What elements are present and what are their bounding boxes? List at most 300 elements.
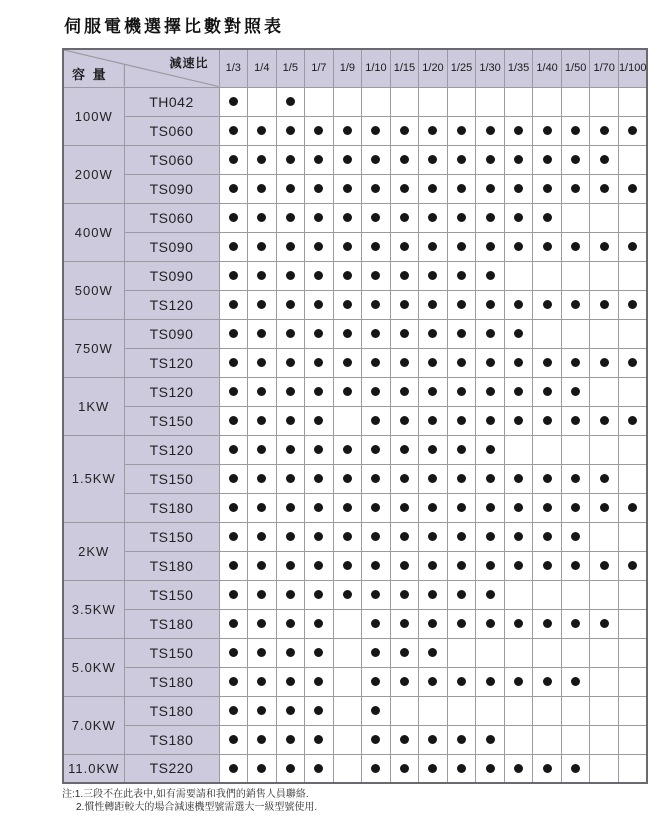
selection-dot	[543, 532, 552, 541]
model-cell: TS060	[124, 145, 219, 174]
empty-cell	[561, 87, 590, 116]
dot-cell	[362, 493, 391, 522]
dot-cell	[248, 377, 277, 406]
empty-cell	[618, 435, 647, 464]
ratio-table-body	[63, 87, 647, 783]
dot-cell	[561, 754, 590, 783]
dot-cell	[476, 667, 505, 696]
empty-cell	[333, 638, 362, 667]
empty-cell	[533, 87, 562, 116]
selection-dot	[514, 213, 523, 222]
dot-cell	[248, 435, 277, 464]
selection-dot	[400, 474, 409, 483]
empty-cell	[305, 87, 334, 116]
dot-cell	[561, 290, 590, 319]
selection-dot	[400, 300, 409, 309]
selection-dot	[286, 648, 295, 657]
dot-cell	[447, 174, 476, 203]
footnote-line-1: 注:1.三段不在此表中,如有需要請和我們的銷售人員聯絡.	[62, 789, 309, 800]
dot-cell	[276, 145, 305, 174]
selection-dot	[428, 358, 437, 367]
dot-cell	[305, 290, 334, 319]
dot-cell	[447, 319, 476, 348]
selection-dot	[314, 213, 323, 222]
selection-dot	[286, 358, 295, 367]
dot-cell	[305, 174, 334, 203]
selection-dot	[457, 126, 466, 135]
empty-cell	[618, 261, 647, 290]
selection-dot	[371, 590, 380, 599]
dot-cell	[419, 522, 448, 551]
capacity-cell: 750W	[63, 319, 124, 377]
selection-dot	[514, 387, 523, 396]
dot-cell	[561, 145, 590, 174]
dot-cell	[419, 174, 448, 203]
model-cell: TS150	[124, 406, 219, 435]
dot-cell	[276, 290, 305, 319]
dot-cell	[390, 493, 419, 522]
selection-dot	[428, 416, 437, 425]
dot-cell	[362, 174, 391, 203]
dot-cell	[305, 145, 334, 174]
dot-cell	[419, 638, 448, 667]
empty-cell	[533, 725, 562, 754]
dot-cell	[333, 435, 362, 464]
selection-dot	[428, 126, 437, 135]
dot-cell	[276, 435, 305, 464]
model-cell: TS150	[124, 522, 219, 551]
empty-cell	[590, 522, 619, 551]
dot-cell	[419, 406, 448, 435]
selection-dot	[628, 242, 637, 251]
selection-dot	[457, 300, 466, 309]
empty-cell	[248, 87, 277, 116]
dot-cell	[533, 290, 562, 319]
selection-dot	[400, 213, 409, 222]
dot-cell	[447, 261, 476, 290]
selection-dot	[314, 474, 323, 483]
model-cell: TS060	[124, 203, 219, 232]
selection-dot	[314, 648, 323, 657]
dot-cell	[447, 203, 476, 232]
dot-cell	[533, 522, 562, 551]
dot-cell	[362, 725, 391, 754]
selection-dot	[486, 242, 495, 251]
dot-cell	[219, 406, 248, 435]
selection-dot	[343, 474, 352, 483]
dot-cell	[419, 116, 448, 145]
selection-dot	[400, 735, 409, 744]
dot-cell	[447, 406, 476, 435]
dot-cell	[476, 493, 505, 522]
selection-dot	[600, 184, 609, 193]
empty-cell	[419, 87, 448, 116]
selection-dot	[286, 445, 295, 454]
selection-dot	[371, 242, 380, 251]
dot-cell	[276, 638, 305, 667]
selection-dot	[229, 503, 238, 512]
selection-dot	[229, 184, 238, 193]
table-row	[63, 377, 647, 406]
dot-cell	[390, 290, 419, 319]
selection-dot	[314, 619, 323, 628]
model-cell: TS090	[124, 261, 219, 290]
empty-cell	[590, 696, 619, 725]
dot-cell	[476, 725, 505, 754]
selection-dot	[343, 329, 352, 338]
dot-cell	[533, 116, 562, 145]
selection-dot	[314, 503, 323, 512]
table-row	[63, 116, 647, 145]
selection-dot	[257, 300, 266, 309]
ratio-column-header: 1/7	[305, 49, 334, 87]
dot-cell	[276, 551, 305, 580]
selection-dot	[400, 358, 409, 367]
dot-cell	[276, 87, 305, 116]
selection-dot	[486, 474, 495, 483]
selection-dot	[257, 648, 266, 657]
selection-dot	[486, 155, 495, 164]
dot-cell	[533, 754, 562, 783]
selection-dot	[400, 126, 409, 135]
dot-cell	[590, 116, 619, 145]
dot-cell	[305, 464, 334, 493]
selection-dot	[600, 474, 609, 483]
selection-dot	[229, 532, 238, 541]
dot-cell	[333, 232, 362, 261]
dot-cell	[533, 232, 562, 261]
selection-dot	[543, 155, 552, 164]
dot-cell	[333, 493, 362, 522]
dot-cell	[219, 522, 248, 551]
selection-dot	[514, 677, 523, 686]
capacity-cell: 500W	[63, 261, 124, 319]
ratio-column-header: 1/10	[362, 49, 391, 87]
selection-dot	[371, 532, 380, 541]
selection-dot	[457, 416, 466, 425]
dot-cell	[504, 493, 533, 522]
model-cell: TS060	[124, 116, 219, 145]
dot-cell	[476, 145, 505, 174]
capacity-cell: 1KW	[63, 377, 124, 435]
selection-dot	[343, 155, 352, 164]
dot-cell	[305, 638, 334, 667]
empty-cell	[590, 435, 619, 464]
dot-cell	[561, 116, 590, 145]
empty-cell	[618, 203, 647, 232]
dot-cell	[561, 551, 590, 580]
dot-cell	[305, 406, 334, 435]
dot-cell	[419, 580, 448, 609]
selection-dot	[428, 619, 437, 628]
dot-cell	[362, 203, 391, 232]
dot-cell	[219, 464, 248, 493]
dot-cell	[276, 667, 305, 696]
selection-dot	[600, 358, 609, 367]
dot-cell	[219, 435, 248, 464]
selection-dot	[457, 619, 466, 628]
empty-cell	[561, 435, 590, 464]
dot-cell	[390, 348, 419, 377]
capacity-cell: 3.5KW	[63, 580, 124, 638]
selection-dot	[371, 677, 380, 686]
table-row	[63, 754, 647, 783]
selection-dot	[514, 416, 523, 425]
selection-dot	[600, 242, 609, 251]
dot-cell	[276, 261, 305, 290]
dot-cell	[276, 493, 305, 522]
selection-dot	[543, 764, 552, 773]
dot-cell	[390, 522, 419, 551]
dot-cell	[590, 551, 619, 580]
ratio-column-header: 1/100	[618, 49, 647, 87]
model-cell: TS180	[124, 551, 219, 580]
model-cell: TS180	[124, 667, 219, 696]
selection-dot	[400, 590, 409, 599]
selection-dot	[457, 358, 466, 367]
selection-dot	[628, 126, 637, 135]
selection-dot	[486, 358, 495, 367]
selection-dot	[543, 184, 552, 193]
selection-dot	[400, 764, 409, 773]
dot-cell	[333, 464, 362, 493]
selection-dot	[371, 126, 380, 135]
selection-dot	[400, 561, 409, 570]
dot-cell	[362, 435, 391, 464]
empty-cell	[504, 580, 533, 609]
dot-cell	[305, 348, 334, 377]
selection-dot	[514, 532, 523, 541]
dot-cell	[333, 522, 362, 551]
selection-dot	[571, 619, 580, 628]
selection-dot	[457, 445, 466, 454]
dot-cell	[333, 319, 362, 348]
dot-cell	[219, 667, 248, 696]
selection-dot	[628, 358, 637, 367]
empty-cell	[419, 696, 448, 725]
dot-cell	[305, 696, 334, 725]
dot-cell	[504, 232, 533, 261]
selection-dot	[343, 445, 352, 454]
dot-cell	[447, 348, 476, 377]
dot-cell	[219, 174, 248, 203]
ratio-column-header: 1/35	[504, 49, 533, 87]
empty-cell	[590, 377, 619, 406]
table-row	[63, 348, 647, 377]
model-cell: TS090	[124, 174, 219, 203]
selection-dot	[543, 474, 552, 483]
dot-cell	[419, 261, 448, 290]
selection-dot	[229, 358, 238, 367]
dot-cell	[476, 754, 505, 783]
empty-cell	[390, 87, 419, 116]
selection-dot	[571, 387, 580, 396]
dot-cell	[504, 290, 533, 319]
empty-cell	[362, 87, 391, 116]
dot-cell	[533, 609, 562, 638]
selection-dot	[314, 184, 323, 193]
selection-dot	[371, 300, 380, 309]
dot-cell	[390, 667, 419, 696]
selection-dot	[257, 242, 266, 251]
selection-dot	[229, 648, 238, 657]
dot-cell	[533, 406, 562, 435]
empty-cell	[618, 754, 647, 783]
selection-dot	[486, 416, 495, 425]
selection-dot	[457, 561, 466, 570]
dot-cell	[447, 522, 476, 551]
selection-dot	[371, 735, 380, 744]
dot-cell	[248, 203, 277, 232]
dot-cell	[305, 609, 334, 638]
dot-cell	[590, 609, 619, 638]
dot-cell	[219, 580, 248, 609]
selection-dot	[571, 126, 580, 135]
table-row	[63, 145, 647, 174]
footnotes	[62, 788, 317, 814]
selection-dot	[286, 126, 295, 135]
model-cell: TS120	[124, 290, 219, 319]
dot-cell	[504, 464, 533, 493]
table-row	[63, 87, 647, 116]
dot-cell	[219, 493, 248, 522]
selection-dot	[514, 474, 523, 483]
selection-dot	[400, 648, 409, 657]
empty-cell	[590, 319, 619, 348]
selection-dot	[457, 271, 466, 280]
selection-dot	[600, 561, 609, 570]
empty-cell	[533, 261, 562, 290]
empty-cell	[561, 638, 590, 667]
selection-dot	[628, 561, 637, 570]
selection-dot	[514, 619, 523, 628]
dot-cell	[419, 319, 448, 348]
selection-dot	[314, 242, 323, 251]
dot-cell	[476, 174, 505, 203]
dot-cell	[419, 435, 448, 464]
table-row	[63, 435, 647, 464]
selection-dot	[257, 184, 266, 193]
capacity-cell: 11.0KW	[63, 754, 124, 783]
dot-cell	[618, 348, 647, 377]
dot-cell	[504, 377, 533, 406]
table-row	[63, 203, 647, 232]
dot-cell	[305, 522, 334, 551]
dot-cell	[561, 464, 590, 493]
selection-dot	[486, 532, 495, 541]
capacity-cell: 1.5KW	[63, 435, 124, 522]
selection-dot	[428, 590, 437, 599]
selection-dot	[571, 532, 580, 541]
dot-cell	[476, 116, 505, 145]
selection-dot	[486, 184, 495, 193]
dot-cell	[219, 551, 248, 580]
selection-dot	[286, 329, 295, 338]
dot-cell	[561, 609, 590, 638]
dot-cell	[333, 145, 362, 174]
dot-cell	[590, 493, 619, 522]
empty-cell	[618, 638, 647, 667]
dot-cell	[219, 232, 248, 261]
selection-dot	[571, 242, 580, 251]
empty-cell	[618, 522, 647, 551]
selection-dot	[486, 300, 495, 309]
selection-dot	[486, 619, 495, 628]
selection-dot	[628, 184, 637, 193]
selection-dot	[343, 503, 352, 512]
dot-cell	[390, 725, 419, 754]
selection-dot	[571, 561, 580, 570]
selection-dot	[314, 271, 323, 280]
dot-cell	[419, 203, 448, 232]
selection-dot	[229, 677, 238, 686]
empty-cell	[590, 667, 619, 696]
empty-cell	[390, 696, 419, 725]
dot-cell	[333, 174, 362, 203]
selection-dot	[286, 561, 295, 570]
selection-dot	[371, 416, 380, 425]
ratio-column-header: 1/5	[276, 49, 305, 87]
model-cell: TS180	[124, 725, 219, 754]
dot-cell	[276, 203, 305, 232]
dot-cell	[248, 348, 277, 377]
dot-cell	[219, 348, 248, 377]
selection-dot	[457, 764, 466, 773]
capacity-cell: 400W	[63, 203, 124, 261]
selection-dot	[486, 387, 495, 396]
selection-dot	[600, 155, 609, 164]
dot-cell	[276, 174, 305, 203]
selection-dot	[229, 329, 238, 338]
capacity-cell: 5.0KW	[63, 638, 124, 696]
model-cell: TH042	[124, 87, 219, 116]
dot-cell	[305, 580, 334, 609]
selection-dot	[514, 126, 523, 135]
model-cell: TS090	[124, 319, 219, 348]
empty-cell	[590, 725, 619, 754]
dot-cell	[618, 493, 647, 522]
dot-cell	[362, 696, 391, 725]
dot-cell	[390, 406, 419, 435]
selection-dot	[343, 561, 352, 570]
selection-dot	[543, 619, 552, 628]
selection-dot	[371, 561, 380, 570]
selection-dot	[343, 242, 352, 251]
dot-cell	[248, 290, 277, 319]
selection-dot	[457, 213, 466, 222]
dot-cell	[248, 261, 277, 290]
dot-cell	[305, 319, 334, 348]
selection-dot	[314, 300, 323, 309]
selection-dot	[229, 764, 238, 773]
selection-dot	[428, 677, 437, 686]
dot-cell	[447, 609, 476, 638]
dot-cell	[333, 348, 362, 377]
ratio-column-header: 1/70	[590, 49, 619, 87]
dot-cell	[618, 290, 647, 319]
dot-cell	[618, 551, 647, 580]
dot-cell	[276, 754, 305, 783]
dot-cell	[248, 638, 277, 667]
selection-dot	[286, 213, 295, 222]
table-row	[63, 580, 647, 609]
selection-dot	[343, 300, 352, 309]
empty-cell	[533, 696, 562, 725]
selection-dot	[286, 242, 295, 251]
dot-cell	[618, 116, 647, 145]
selection-dot	[514, 300, 523, 309]
capacity-cell: 2KW	[63, 522, 124, 580]
